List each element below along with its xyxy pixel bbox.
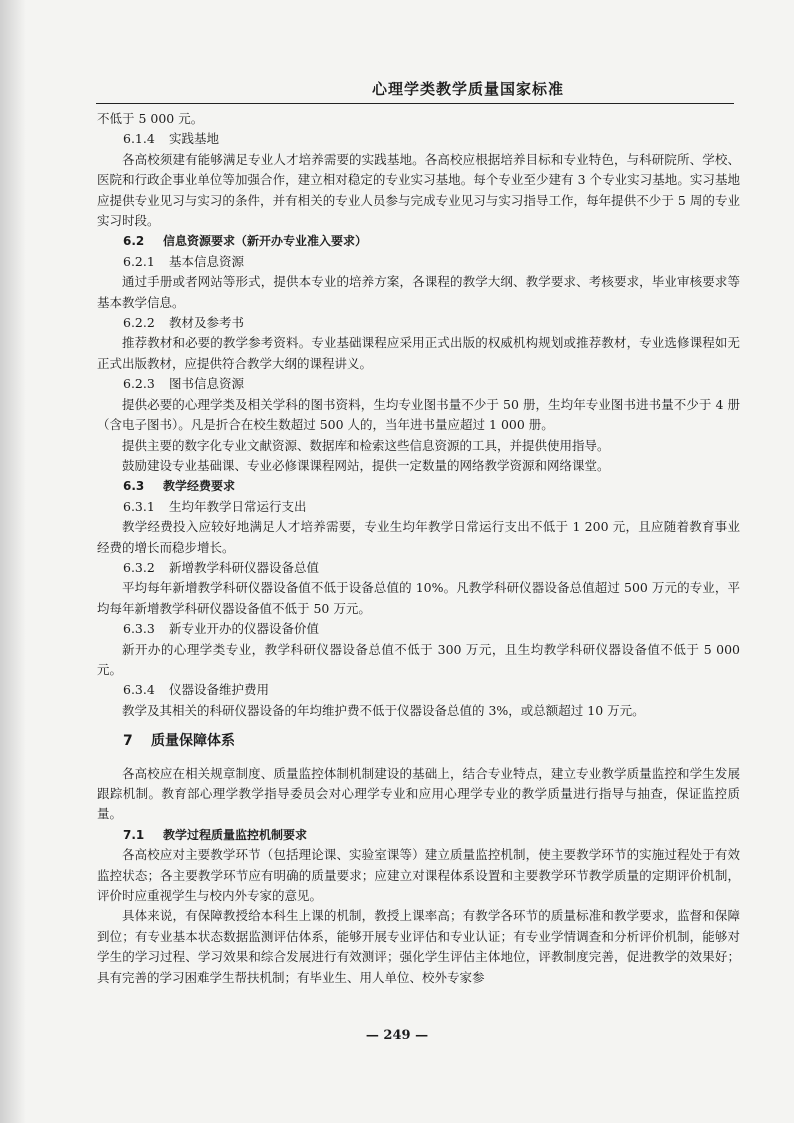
section-heading-6-2-3: [97, 374, 740, 394]
paragraph: 各高校应在相关规章制度、质量监控体制机制建设的基础上，结合专业特点，建立专业教学质量监控和学生发展跟踪机制。教育部心理学教学指导委员会对心理学专业和应用心理学专业的教学质量进行指导与抽查，保证监控质量。: [97, 765, 740, 822]
paragraph: 各高校应对主要教学环节（包括理论课、实验室课等）建立质量监控机制，使主要教学环节的实施过程处于有效监控状态；各主要教学环节应有明确的质量要求；应建立对课程体系设置和主要教学环节教学质量的定期评价机制，评价时应重视学生与校内外专家的意见。: [97, 847, 740, 904]
paragraph: 提供必要的心理学类及相关学科的图书资料，生均专业图书量不少于 50 册，生均年专业图书进书量不少于 4 册（含电子图书）。凡是折合在校生数超过 500 人的，当年进书量应超过 1 000 册。: [97, 396, 740, 433]
section-heading-6-3-3: [97, 619, 740, 639]
section-number: 6.2.1: [123, 253, 155, 269]
paragraph: 通过手册或者网站等形式，提供本专业的培养方案，各课程的教学大纲、教学要求、考核要求，毕业审核要求等基本教学信息。: [97, 274, 740, 310]
section-title: 教学经费要求: [163, 479, 236, 494]
chapter-heading-7: [97, 731, 740, 751]
body-text: [97, 109, 740, 988]
page-number: — 249 —: [365, 1028, 429, 1043]
scan-shadow-edge: [0, 0, 26, 1123]
section-title: 新专业开办的仪器设备价值: [169, 621, 320, 637]
section-heading-6-2: [97, 231, 740, 251]
continued-paragraph: 不低于 5 000 元。: [97, 111, 204, 126]
section-title: 基本信息资源: [169, 253, 245, 269]
section-number: 6.3.1: [123, 498, 155, 514]
paragraph: 具体来说，有保障教授给本科生上课的机制，教授上课率高；有教学各环节的质量标准和教学要求，监督和保障到位；有专业基本状态数据监测评估体系，能够开展专业评估和专业认证；有专业学情调查和分析评价机制，能够对学生的学习过程、学习效果和综合发展进行有效测评；强化学生评估主体地位，评教制度完善，促进教学的效果好；具有完善的学习困难学生帮扶机制；有毕业生、用人单位、校外专家参: [97, 908, 740, 985]
section-number: 6.3: [123, 479, 145, 494]
section-heading-6-1-4: [97, 129, 740, 149]
paragraph: 平均每年新增教学科研仪器设备值不低于设备总值的 10%。凡教学科研仪器设备总值超过 500 万元的专业，平均每年新增教学科研仪器设备值不低于 50 万元。: [97, 580, 740, 616]
paragraph: 新开办的心理学类专业，教学科研仪器设备总值不低于 300 万元，且生均教学科研仪器设备值不低于 5 000 元。: [97, 641, 740, 677]
paragraph: 提供主要的数字化专业文献资源、数据库和检索这些信息资源的工具，并提供使用指导。: [122, 437, 610, 453]
section-number: 6.2.2: [123, 315, 155, 331]
section-heading-6-3: [97, 476, 740, 496]
running-header-title: 心理学类教学质量国家标准: [371, 80, 564, 98]
section-heading-7-1: [97, 825, 740, 845]
section-title: 仪器设备维护费用: [169, 682, 270, 698]
section-title: 新增教学科研仪器设备总值: [169, 559, 320, 575]
header-rule: [96, 103, 734, 104]
section-heading-6-3-4: [97, 680, 740, 700]
paragraph: 教学经费投入应较好地满足人才培养需要，专业生均年教学日常运行支出不低于 1 200 元，且应随着教育事业经费的增长而稳步增长。: [97, 519, 740, 555]
section-title: 实践基地: [169, 131, 220, 147]
section-number: 6.2.3: [123, 376, 155, 392]
section-title: 图书信息资源: [169, 376, 245, 392]
chapter-number: 7: [123, 733, 133, 750]
paragraph: 教学及其相关的科研仪器设备的年均维护费不低于仪器设备总值的 3%，或总额超过 10 万元。: [122, 702, 645, 718]
section-number: 6.3.3: [123, 621, 155, 637]
section-number: 6.1.4: [123, 131, 155, 147]
paragraph: 各高校须建有能够满足专业人才培养需要的实践基地。各高校应根据培养目标和专业特色，与科研院所、学校、医院和行政企事业单位等加强合作，建立相对稳定的专业实习基地。每个专业至少建有 3 个专业实习基地。实习基地应提供专业见习与实习的条件，并有相关的专业人员参与完成专业见习与实习指导工作，每年提供不少于 5 周的专业实习时段。: [97, 151, 740, 229]
section-heading-6-3-1: [97, 497, 740, 517]
section-title: 教学过程质量监控机制要求: [163, 827, 308, 842]
section-title: 生均年教学日常运行支出: [169, 498, 307, 514]
section-number: 6.2: [123, 234, 145, 249]
section-title: 信息资源要求（新开办专业准入要求）: [163, 234, 368, 249]
section-number: 6.3.2: [123, 559, 155, 575]
paragraph: 推荐教材和必要的教学参考资料。专业基础课程应采用正式出版的权威机构规划或推荐教材，专业选修课程如无正式出版教材，应提供符合教学大纲的课程讲义。: [97, 335, 740, 371]
section-number: 6.3.4: [123, 682, 155, 698]
section-title: 教材及参考书: [169, 315, 245, 331]
chapter-title: 质量保障体系: [151, 733, 235, 750]
paragraph: 鼓励建设专业基础课、专业必修课课程网站，提供一定数量的网络教学资源和网络课堂。: [122, 457, 610, 473]
section-number: 7.1: [123, 827, 145, 842]
section-heading-6-3-2: [97, 558, 740, 578]
section-heading-6-2-2: [97, 313, 740, 333]
section-heading-6-2-1: [97, 252, 740, 272]
running-header: [96, 76, 734, 104]
